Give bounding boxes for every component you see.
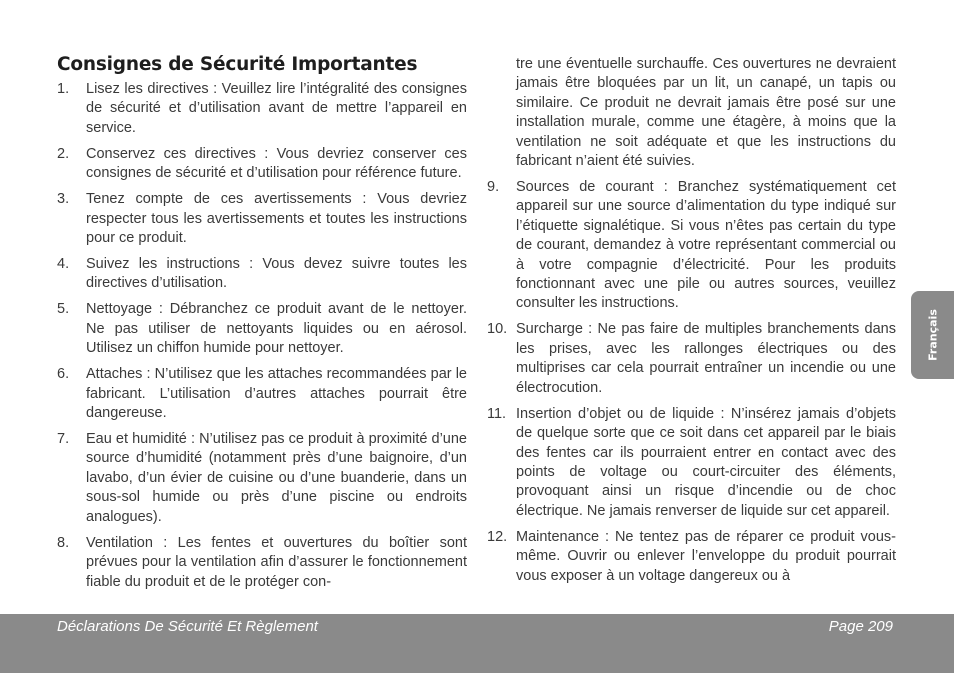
item-text: Ventilation : Les fentes et ouvertures du boîtier sont prévues pour la ventilation afin d’assurer le fonctionnement fiable du produit et de le protéger con- bbox=[86, 534, 467, 590]
item-number: 6. bbox=[57, 366, 70, 383]
list-item bbox=[57, 365, 467, 423]
list-item bbox=[57, 300, 467, 358]
item-text: Conservez ces directives : Vous devriez conserver ces consignes de sécurité et d’utilisation pour référence future. bbox=[86, 145, 467, 182]
item-number: 1. bbox=[57, 81, 70, 97]
item-text: Attaches : N’utilisez que les attaches recommandées par le fabricant. L’utilisation d’autres attaches pourrait être dangereuse. bbox=[86, 366, 467, 422]
list-item bbox=[57, 190, 467, 248]
item-number: 10. bbox=[487, 321, 508, 338]
list-item bbox=[57, 430, 467, 527]
page-footer bbox=[0, 614, 954, 673]
list-item bbox=[487, 178, 896, 314]
language-tab bbox=[911, 291, 954, 379]
item-number: 12. bbox=[487, 528, 508, 545]
item-text: Lisez les directives : Veuillez lire l’intégralité des consignes de sécurité et d’utilisation avant de mettre l’appareil en service. bbox=[86, 81, 467, 136]
item-text: Insertion d’objet ou de liquide : N’insérez jamais d’objets de quelque sorte que ce soit dans cet appareil par le biais des fentes car ils pourraient entrer en contact avec des points de voltage ou court-circuiter des éléments, provoquant ainsi un risque d’incendie ou de choc électrique. Ne jamais renverser de liquide sur cet appareil. bbox=[516, 405, 896, 519]
list-item bbox=[57, 534, 467, 592]
page-heading: Consignes de Sécurité Importantes bbox=[57, 54, 418, 75]
list-item bbox=[57, 145, 467, 184]
left-column bbox=[57, 80, 467, 599]
right-column bbox=[487, 55, 896, 593]
list-item bbox=[487, 405, 896, 521]
list-item bbox=[487, 528, 896, 586]
item-number: 3. bbox=[57, 191, 70, 208]
item-number: 4. bbox=[57, 256, 70, 273]
item-number: 8. bbox=[57, 534, 70, 551]
item-number: 9. bbox=[487, 179, 500, 196]
item-text: Eau et humidité : N’utilisez pas ce produit à proximité d’une source d’humidité (notamment près d’une baignoire, d’un lavabo, d’un évier de cuisine ou d’une buanderie, dans un sous-sol humide ou près d’une piscine ou endroits analogues). bbox=[86, 431, 467, 525]
continued-text: tre une éventuelle surchauffe. Ces ouvertures ne devraient jamais être bloquées par un lit, un canapé, un tapis ou similaire. Ce produit ne devrait jamais être posé sur une installation murale, comme une étagère, à moins que la ventilation ne soit adéquate et que les instructions du fabricant n’aient été suivies. bbox=[516, 56, 896, 170]
item-text: Maintenance : Ne tentez pas de réparer ce produit vous-même. Ouvrir ou enlever l’enveloppe du produit pourrait vous exposer à un voltage dangereux ou à bbox=[516, 528, 896, 584]
item-number: 2. bbox=[57, 145, 70, 162]
list-item bbox=[487, 320, 896, 398]
list-item bbox=[57, 255, 467, 294]
item-text: Nettoyage : Débranchez ce produit avant de le nettoyer. Ne pas utiliser de nettoyants liquides ou en aérosol. Utilisez un chiffon humide pour nettoyer. bbox=[86, 301, 467, 357]
item-number: 7. bbox=[57, 431, 70, 448]
footer-title: Déclarations De Sécurité Et Règlement bbox=[57, 618, 318, 635]
item-number: 5. bbox=[57, 301, 70, 318]
language-label: Français bbox=[926, 309, 939, 361]
item-text: Suivez les instructions : Vous devez suivre toutes les directives d’utilisation. bbox=[86, 256, 467, 292]
page-number: Page 209 bbox=[828, 618, 893, 635]
item-text: Tenez compte de ces avertissements : Vous devriez respecter tous les avertissements et toutes les instructions pour ce produit. bbox=[86, 191, 467, 247]
item-text: Sources de courant : Branchez systématiquement cet appareil sur une source d’alimentation du type indiqué sur l’étiquette signalétique. Si vous n’êtes pas certain du type de courant, demandez à votre représentant commercial ou à votre compagnie d’électricité. Pour les produits fonctionnant avec une pile ou autres sources, veuillez consulter les instructions. bbox=[516, 179, 896, 312]
item-number: 11. bbox=[487, 405, 507, 422]
item-text: Surcharge : Ne pas faire de multiples branchements dans les prises, avec les rallonges électriques ou des multiprises car cela pourrait entraîner un incendie ou une électrocution. bbox=[516, 321, 896, 396]
list-item bbox=[57, 80, 467, 138]
